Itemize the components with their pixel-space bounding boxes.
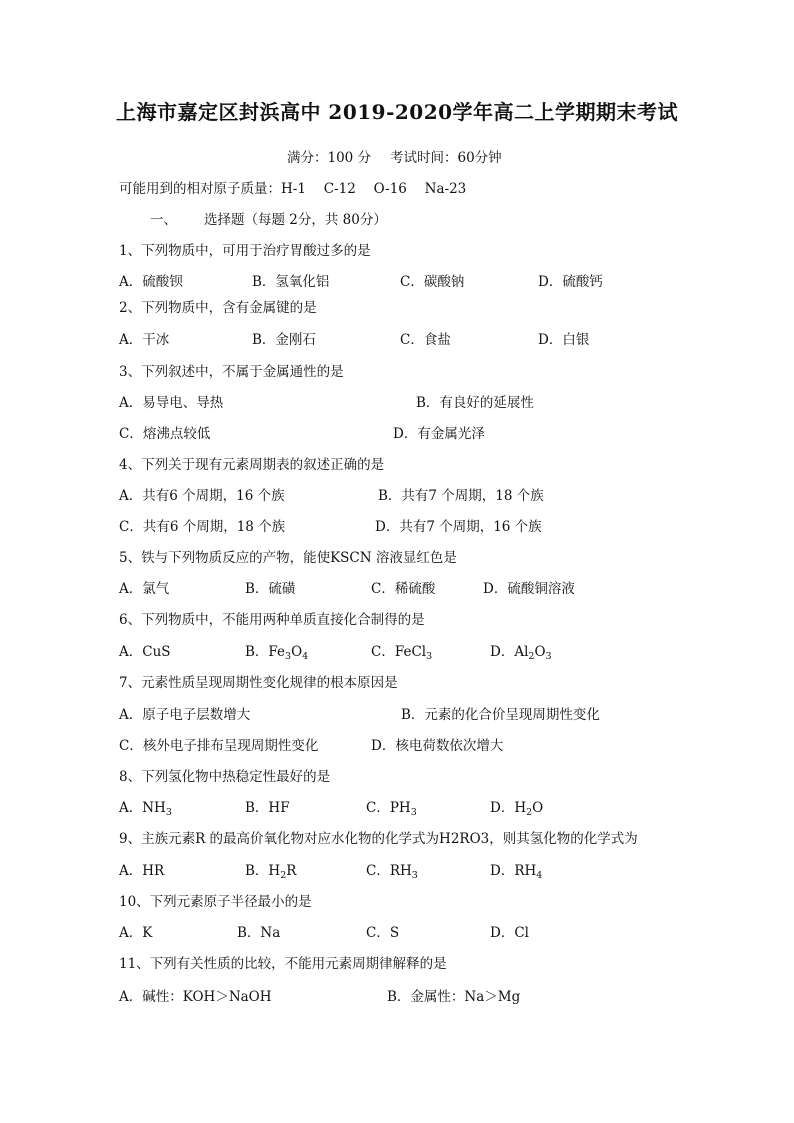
section-number: 一、 [150,212,177,228]
exam-time: 考试时间：60分钟 [390,150,502,166]
q6-option-d: D．$Al_2O_3$ [490,644,552,662]
q1-option-a: A．硫酸钡 [119,274,183,290]
question-9-stem: 9、主族元素R 的最高价氧化物对应水化物的化学式为H2RO3，则其氢化物的化学式为 [119,831,638,847]
q7-option-d: D．核电荷数依次增大 [371,738,504,754]
question-3-stem: 3、下列叙述中，不属于金属通性的是 [119,364,344,380]
atomic-masses: 可能用到的相对原子质量：H-1 C-12 O-16 Na-23 [119,181,467,197]
q2-option-b: B．金刚石 [252,332,316,348]
q3-option-d: D．有金属光泽 [393,426,485,442]
q11-option-a: A．碱性：KOH＞NaOH [119,989,272,1005]
question-8-stem: 8、下列氢化物中热稳定性最好的是 [119,769,331,785]
q9-option-a: A．HR [119,863,165,879]
q5-option-a: A．氯气 [119,581,170,597]
q1-option-d: D．硫酸钙 [538,274,603,290]
q5-option-d: D．硫酸铜溶液 [483,581,575,597]
q6-option-c: C．FeCl$_3$ [371,644,433,662]
q2-option-a: A．干冰 [119,332,170,348]
q7-option-c: C．核外电子排布呈现周期性变化 [119,738,319,754]
q7-option-a: A．原子电子层数增大 [119,707,251,723]
q10-option-b: B．Na [237,925,281,941]
q9-option-d: D．$RH_4$ [490,863,543,881]
q9-option-c: C．$RH_3$ [366,863,418,881]
q2-option-c: C．食盐 [400,332,451,348]
question-4-stem: 4、下列关于现有元素周期表的叙述正确的是 [119,457,385,473]
q4-option-c: C．共有6 个周期，18 个族 [119,519,286,535]
q3-option-b: B．有良好的延展性 [416,395,534,411]
q6-option-b: B．$Fe_3O_4$ [245,644,309,662]
q8-option-c: C．$PH_3$ [366,800,417,818]
question-6-stem: 6、下列物质中，不能用两种单质直接化合制得的是 [119,612,425,628]
question-11-stem: 11、下列有关性质的比较，不能用元素周期律解释的是 [119,956,447,972]
question-2-stem: 2、下列物质中，含有金属键的是 [119,300,317,316]
q4-option-d: D．共有7 个周期，16 个族 [375,519,542,535]
q8-option-b: B．HF [245,800,290,816]
q8-option-a: A．$NH_3$ [119,800,172,818]
question-10-stem: 10、下列元素原子半径最小的是 [119,894,312,910]
question-7-stem: 7、元素性质呈现周期性变化规律的根本原因是 [119,675,398,691]
section-heading: 选择题（每题 2分，共 80分） [204,212,387,228]
q9-option-b: B．$H_2R$ [245,863,297,881]
q5-option-b: B．硫磺 [245,581,296,597]
q10-option-d: D．Cl [490,925,529,941]
q10-option-c: C．S [366,925,400,941]
page-title: 上海市嘉定区封浜高中 2019-2020学年高二上学期期末考试 [115,100,679,124]
q10-option-a: A．K [119,925,153,941]
q5-option-c: C．稀硫酸 [371,581,436,597]
question-1-stem: 1、下列物质中，可用于治疗胃酸过多的是 [119,243,371,259]
q8-option-d: D．$H_2O$ [490,800,544,818]
q7-option-b: B．元素的化合价呈现周期性变化 [401,707,600,723]
q11-option-b: B．金属性：Na＞Mg [387,989,521,1005]
q6-option-a: A．CuS [119,644,171,660]
question-5-stem: 5、铁与下列物质反应的产物，能使KSCN 溶液显红色是 [119,550,457,566]
q4-option-a: A．共有6 个周期，16 个族 [119,488,285,504]
q1-option-b: B．氢氧化铝 [252,274,330,290]
q4-option-b: B．共有7 个周期，18 个族 [378,488,544,504]
q1-option-c: C．碳酸钠 [400,274,465,290]
exam-score: 满分：100 分 [287,150,372,166]
q3-option-a: A．易导电、导热 [119,395,224,411]
q2-option-d: D．白银 [538,332,590,348]
q3-option-c: C．熔沸点较低 [119,426,211,442]
